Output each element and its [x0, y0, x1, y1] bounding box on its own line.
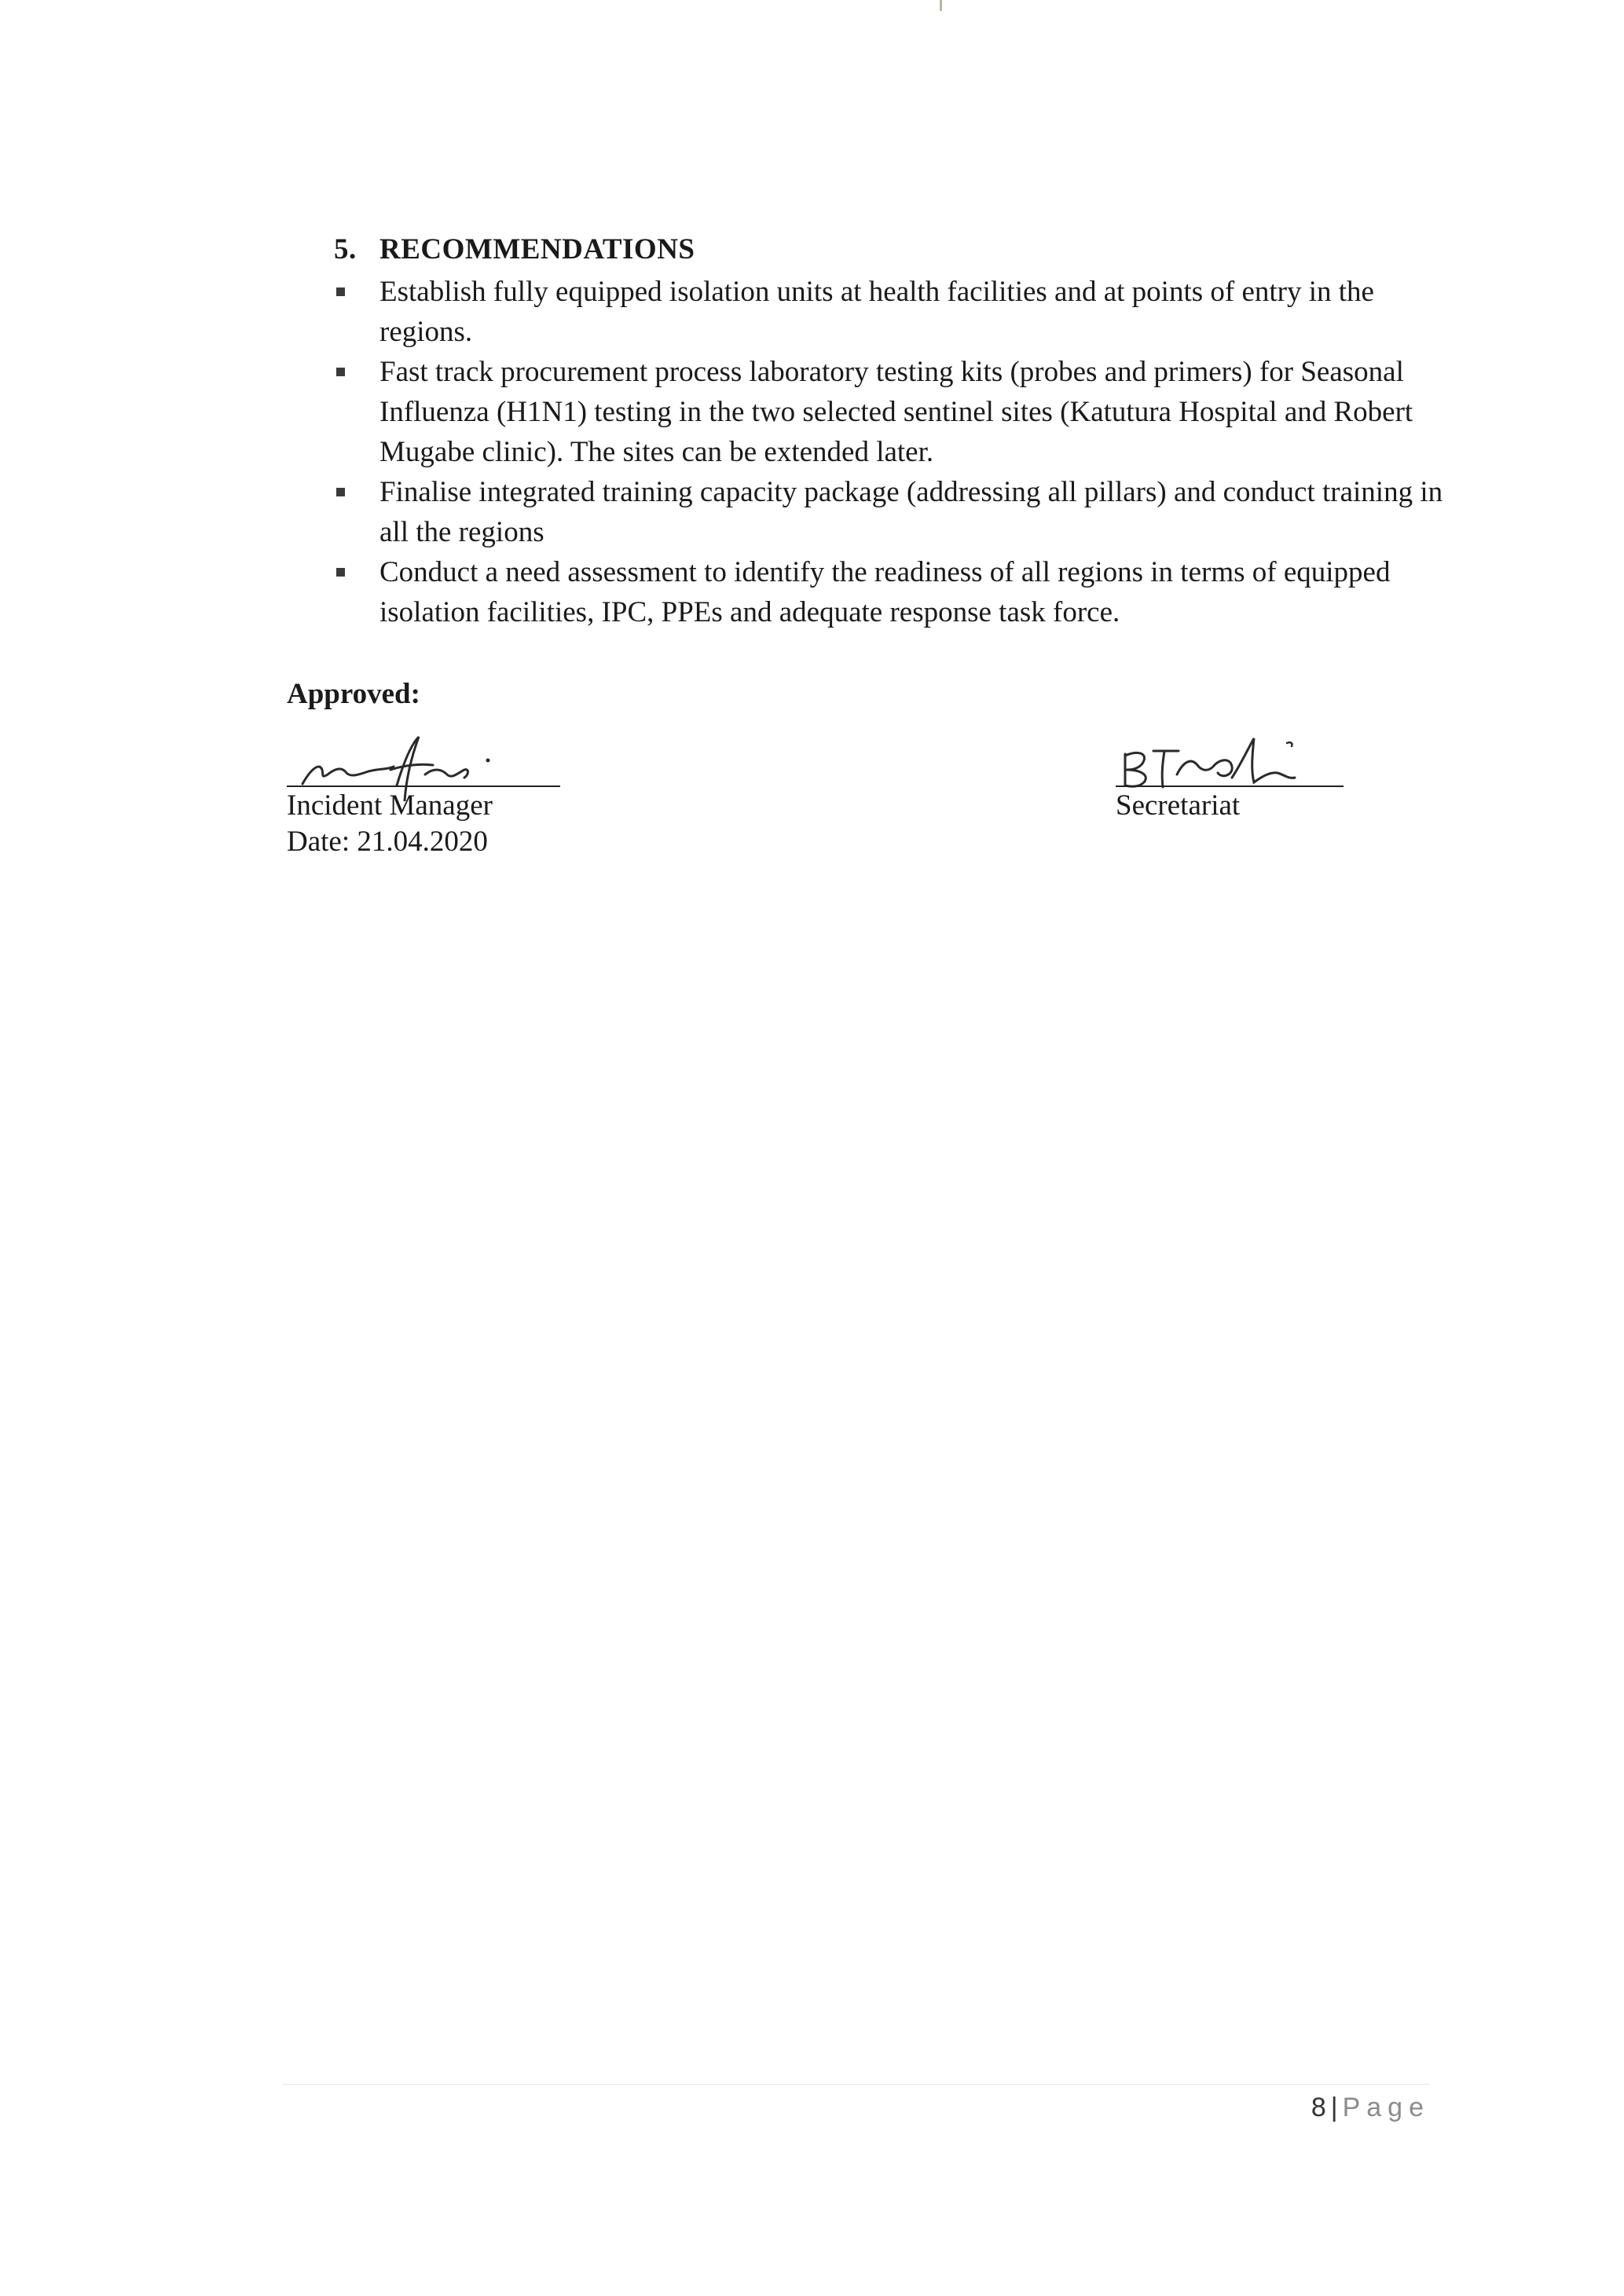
square-bullet-icon [336, 568, 345, 577]
list-item [334, 472, 1450, 552]
recommendation-text: Finalise integrated training capacity package (addressing all pillars) and conduct training in all the regions [379, 476, 1443, 548]
recommendation-text: Conduct a need assessment to identify the readiness of all regions in terms of equipped isolation facilities, IPC, PPEs and adequate response task force. [379, 556, 1391, 628]
recommendation-text: Fast track procurement process laboratory testing kits (probes and primers) for Seasonal Influenza (H1N1) testing in the two selected sentinel sites (Katutura Hospital and Robert Mugabe clinic). The sites can be extended later. [379, 356, 1413, 468]
square-bullet-icon [336, 287, 345, 296]
incident-manager-label: Incident Manager [287, 789, 493, 822]
page-separator: | [1330, 2093, 1338, 2122]
approved-label: Approved: [287, 678, 420, 710]
recommendations-list [334, 272, 1450, 632]
square-bullet-icon [336, 368, 345, 376]
scan-mark [940, 0, 942, 11]
section-number: 5. [334, 233, 357, 265]
signature-line [287, 785, 560, 787]
list-item [334, 272, 1450, 352]
signature-line [1116, 785, 1344, 787]
section-title: RECOMMENDATIONS [379, 233, 695, 265]
footer-divider [283, 2084, 1430, 2085]
page-word: Page [1342, 2093, 1430, 2122]
list-item [334, 552, 1450, 632]
approval-date: Date: 21.04.2020 [287, 826, 488, 858]
page-number: 8 [1311, 2093, 1326, 2122]
list-item [334, 352, 1450, 472]
page-footer [1311, 2093, 1430, 2123]
recommendation-text: Establish fully equipped isolation units at health facilities and at points of entry in the regions. [379, 276, 1374, 348]
section-heading [334, 233, 695, 266]
secretariat-label: Secretariat [1116, 789, 1241, 822]
square-bullet-icon [336, 488, 345, 496]
